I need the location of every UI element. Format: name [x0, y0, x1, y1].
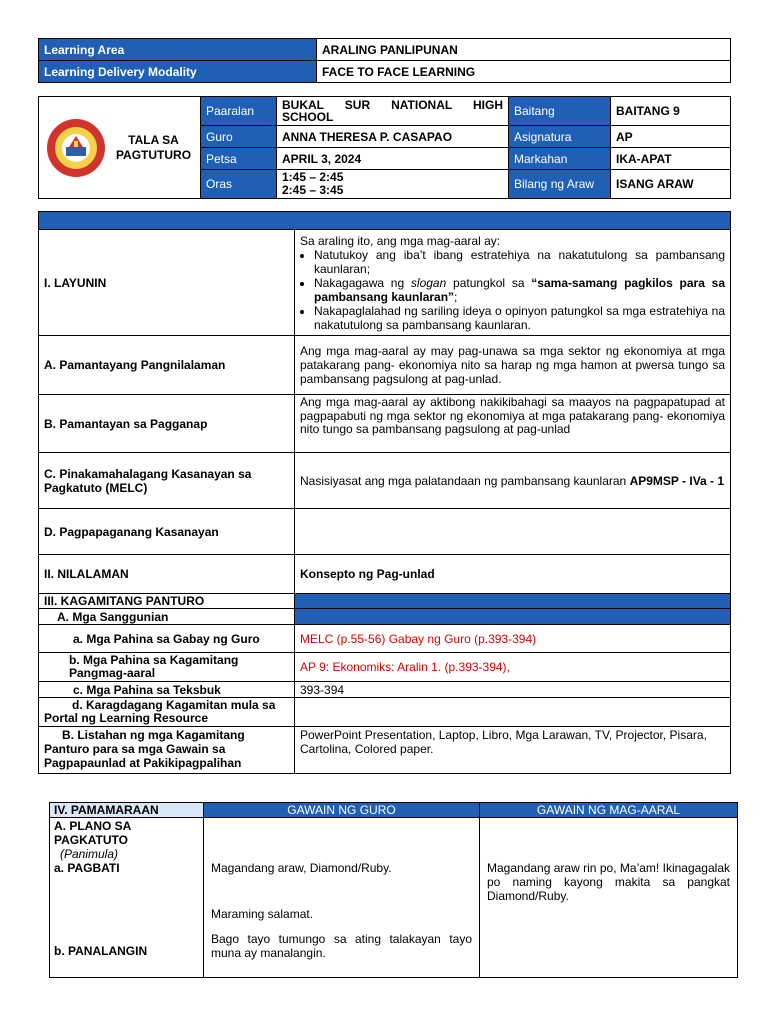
bilang-ng-araw-label: Bilang ng Araw: [509, 170, 611, 199]
asignatura-value: AP: [611, 126, 731, 148]
melc-code: AP9MSP - IVa - 1: [629, 473, 725, 488]
mga-sanggunian-bar: [295, 609, 731, 625]
gawain-mag-aaral-cell: [480, 818, 738, 978]
kagamitang-pangmag-aaral-label: b. Mga Pahina sa Kagamitang Pangmag-aaral: [39, 653, 295, 682]
layunin-intro: Sa araling ito, ang mga mag-aaral ay:: [300, 234, 501, 248]
pagpapaganang-kasanayan-value: [295, 509, 731, 555]
layunin-cell: [295, 230, 731, 336]
layunin-item: • Nakapaglalahad ng sariling ideya o opinyon patungkol sa mga estratehiya na nakatutulong sa pambansang kaunlaran.: [314, 304, 725, 332]
baitang-value: BAITANG 9: [611, 97, 731, 126]
learning-area-table: [38, 38, 731, 83]
gabay-ng-guro-label: a. Mga Pahina sa Gabay ng Guro: [39, 625, 295, 653]
karagdagang-kagamitan-label: d. Karagdagang Kagamitan mula sa Portal ng Learning Resource: [39, 698, 295, 727]
melc-cell: [295, 453, 731, 509]
learning-area-value: ARALING PANLIPUNAN: [317, 39, 731, 61]
gabay-ng-guro-value: MELC (p.55-56) Gabay ng Guro (p.393-394): [295, 625, 731, 653]
delivery-modality-value: FACE TO FACE LEARNING: [317, 61, 731, 83]
lesson-plan-table: [38, 211, 731, 774]
tala-title-line1: TALA SA: [128, 132, 179, 147]
layunin-label: I. LAYUNIN: [39, 230, 295, 336]
oras-label: Oras: [201, 170, 277, 199]
logo-title-cell: [39, 97, 201, 199]
plano-label-2: PAGKATUTO: [54, 833, 128, 847]
listahan-kagamitang-label: B. Listahan ng mga Kagamitang Panturo para sa mga Gawain sa Pagpapaunlad at Pakikipagpalihan: [39, 727, 295, 774]
panimula-label: (Panimula): [60, 847, 119, 861]
salamat-guro: Maraming salamat.: [211, 907, 314, 921]
panalangin-label: b. PANALANGIN: [54, 944, 148, 958]
markahan-label: Markahan: [509, 148, 611, 170]
baitang-label: Baitang: [509, 97, 611, 126]
asignatura-label: Asignatura: [509, 126, 611, 148]
petsa-label: Petsa: [201, 148, 277, 170]
tala-title-line2: PAGTUTURO: [115, 147, 192, 162]
kagamitang-panturo-bar: [295, 594, 731, 609]
pagbati-label: a. PAGBATI: [54, 861, 120, 875]
gawain-guro-cell: [204, 818, 480, 978]
layunin-item: • Natutukoy ang iba’t ibang estratehiya na nakatutulong sa pambansang kaunlaran;: [314, 248, 725, 276]
guro-label: Guro: [201, 126, 277, 148]
layunin-item-text: Nakagagawa ng: [314, 276, 411, 290]
layunin-item: [314, 276, 725, 304]
melc-label: C. Pinakamahalagang Kasanayan sa Pagkatuto (MELC): [39, 453, 295, 509]
layunin-item-text: ;: [454, 290, 458, 304]
gawain-mag-aaral-header: GAWAIN NG MAG-AARAL: [480, 803, 738, 818]
petsa-value: APRIL 3, 2024: [277, 148, 509, 170]
school-seal-logo: [45, 117, 107, 179]
teksbuk-label: c. Mga Pahina sa Teksbuk: [39, 682, 295, 698]
markahan-value: IKA-APAT: [611, 148, 731, 170]
lesson-info-table: [38, 96, 731, 199]
main-header-bar: [39, 212, 731, 230]
pagbati-guro: Magandang araw, Diamond/Ruby.: [211, 861, 392, 875]
pamamaraan-steps-cell: [50, 818, 204, 978]
layunin-quote: “sama-samang pagkilos para sa pambansang kaunlaran”: [314, 276, 725, 304]
paaralan-value: BUKAL SUR NATIONAL HIGH SCHOOL: [277, 97, 509, 126]
nilalaman-value: Konsepto ng Pag-unlad: [295, 555, 731, 594]
karagdagang-kagamitan-value: [295, 698, 731, 727]
pagbati-mag-aaral: Magandang araw rin po, Ma’am! Ikinagagalak po naming kayong makita sa pangkat Diamond/Ruby.: [487, 861, 730, 903]
layunin-item-text: patungkol sa: [446, 276, 532, 290]
slogan-term: slogan: [410, 276, 447, 290]
pagpapaganang-kasanayan-label: D. Pagpapaganang Kasanayan: [39, 509, 295, 555]
pamantayan-pagganap-value: Ang mga mag-aaral ay aktibong nakikibahagi sa maayos na pagpapatupad at pagpapabuti ng mga sektor ng ekonomiya at mga patakarang pang- ekonomiya nito tungo sa pambansang pagsulong at pag-unlad: [295, 395, 731, 453]
oras-value: [277, 170, 509, 199]
plano-label-1: A. PLANO SA: [54, 819, 132, 833]
pamamaraan-header: IV. PAMAMARAAN: [50, 803, 204, 818]
listahan-kagamitang-value: PowerPoint Presentation, Laptop, Libro, Mga Larawan, TV, Projector, Pisara, Cartolina, Colored paper.: [295, 727, 731, 774]
pamantayang-pangnilalaman-label: A. Pamantayang Pangnilalaman: [39, 336, 295, 395]
mga-sanggunian-label: A. Mga Sanggunian: [39, 609, 295, 625]
gawain-guro-header: GAWAIN NG GURO: [204, 803, 480, 818]
bilang-ng-araw-value: ISANG ARAW: [611, 170, 731, 199]
oras-value-1: 1:45 – 2:45: [282, 170, 344, 184]
melc-value: Nasisiyasat ang mga palatandaan ng pambansang kaunlaran: [300, 473, 630, 488]
panalangin-guro: Bago tayo tumungo sa ating talakayan tayo muna ay manalangin.: [211, 932, 472, 960]
pamantayan-pagganap-label: B. Pamantayan sa Pagganap: [39, 395, 295, 453]
nilalaman-label: II. NILALAMAN: [39, 555, 295, 594]
delivery-modality-label: Learning Delivery Modality: [39, 61, 317, 83]
oras-value-2: 2:45 – 3:45: [282, 183, 344, 197]
pamantayang-pangnilalaman-value: Ang mga mag-aaral ay may pag-unawa sa mga sektor ng ekonomiya at mga patakarang pang- ekonomiya nito sa harap ng mga hamon at pwersa tungo sa pambansang pagsulong at pag-unlad.: [295, 336, 731, 395]
kagamitang-pangmag-aaral-value: AP 9: Ekonomiks: Aralin 1. (p.393-394),: [295, 653, 731, 682]
guro-value: ANNA THERESA P. CASAPAO: [277, 126, 509, 148]
kagamitang-panturo-label: III. KAGAMITANG PANTURO: [39, 594, 295, 609]
teksbuk-value: 393-394: [295, 682, 731, 698]
paaralan-label: Paaralan: [201, 97, 277, 126]
procedure-table: [49, 802, 738, 978]
layunin-list: [300, 248, 725, 332]
learning-area-label: Learning Area: [39, 39, 317, 61]
